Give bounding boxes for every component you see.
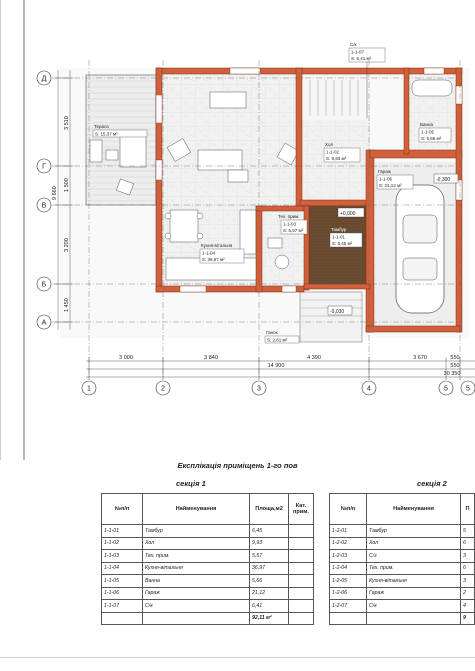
axis-4: 4 (367, 385, 371, 393)
cell-name: Кухня-вітальня (367, 575, 461, 588)
cell-num: 1-1-02 (102, 537, 143, 550)
room-hall-code: 1-1-02 (326, 149, 340, 155)
room-tech-area: S: 5,57 м² (283, 228, 304, 233)
axis-d: Д (41, 75, 47, 83)
cell-area: 21,12 (250, 587, 289, 600)
cell-num: 1-2-07 (330, 600, 367, 613)
cell-name: Тех. прим. (367, 562, 461, 575)
room-tambour-name: Тамбур (331, 227, 347, 232)
col-num: №п/п (102, 494, 143, 525)
cell-num: 1-1-05 (102, 575, 143, 588)
room-porch-name: Ганок (266, 330, 278, 335)
hdim-5: 550 (450, 355, 460, 361)
table-total-row (330, 612, 475, 625)
section1-label: секція 1 (176, 479, 206, 488)
axis-1: 1 (87, 385, 91, 393)
col-name: Найменування (367, 494, 461, 525)
level-porch: -0,030 (330, 309, 345, 315)
cell-name: Тех. прим. (143, 550, 250, 563)
axis-b: Б (41, 281, 47, 289)
room-wc-area: S: 6,41 м² (351, 56, 372, 61)
cell-num: 1-1-07 (102, 600, 143, 613)
col-category: Кат. прим. (289, 494, 314, 525)
axis-2: 2 (161, 385, 165, 393)
cell-area: 3 (460, 575, 474, 588)
table-row (102, 587, 314, 600)
room-kitchen-name: Кухня-вітальня (201, 243, 233, 248)
room-hall-area: S: 9,93 м² (326, 156, 347, 161)
cell-num: 1-1-01 (102, 525, 143, 538)
next-sheet-edge (0, 657, 475, 671)
cell-num: 1-1-04 (102, 562, 143, 575)
hdim-2: 3 840 (204, 355, 218, 361)
cell-area: 3 (460, 550, 474, 563)
cell-num: 1-2-03 (330, 550, 367, 563)
cell-category (289, 537, 314, 550)
cell-area: 5 (460, 525, 474, 538)
hdim-mid: 14 900 (267, 363, 285, 369)
cell-area: 6 (460, 562, 474, 575)
terrace (86, 75, 156, 205)
level-ground: -0,300 (436, 177, 451, 183)
table-row (330, 537, 475, 550)
vdim-2: 1 500 (64, 178, 70, 192)
cell-area: 6,45 (250, 525, 289, 538)
table-row (102, 525, 314, 538)
col-area: Площа,м2 (250, 494, 289, 525)
hdim-4: 3 670 (413, 355, 427, 361)
room-wc-name: С/к (350, 42, 357, 47)
cell-category (289, 562, 314, 575)
cell-area: 4 (460, 600, 474, 613)
table-row (102, 575, 314, 588)
axis-a: А (41, 319, 47, 327)
cell-category (289, 525, 314, 538)
table-row (330, 587, 475, 600)
cell-name: Гараж (143, 587, 250, 600)
cell-num: 1-1-03 (102, 550, 143, 563)
hdim-1: 3 000 (119, 355, 133, 361)
axis-bubbles-numbers (82, 381, 475, 395)
room-terrace-name: Тераса (94, 124, 109, 129)
cell-num: 1-2-01 (330, 525, 367, 538)
table-header-row (330, 494, 475, 525)
hdim-3: 4 390 (307, 355, 321, 361)
table-row (102, 550, 314, 563)
col-name: Найменування (143, 494, 250, 525)
cell-name: Тамбур (367, 525, 461, 538)
cell-area: 5,57 (250, 550, 289, 563)
cell-area: 6 (460, 537, 474, 550)
cell-name: С/к (367, 600, 461, 613)
explication-table-section2 (329, 493, 475, 625)
room-kitchen-area: S: 36,97 м² (202, 257, 225, 262)
room-tech-name: Тех. прим. (278, 214, 300, 219)
car (396, 185, 444, 313)
cell-area: 9,93 (250, 537, 289, 550)
table-row (102, 562, 314, 575)
cell-name: Хол (367, 537, 461, 550)
cell-area: 2 (460, 587, 474, 600)
cell-name: С/к (143, 600, 250, 613)
table-row (330, 575, 475, 588)
room-bath-area: S: 5,66 м² (421, 136, 442, 141)
cell-name: Гараж (367, 587, 461, 600)
table-row (330, 525, 475, 538)
table-row (102, 600, 314, 613)
room-bath-name: Ванна (420, 122, 433, 127)
table-row (102, 537, 314, 550)
axis-3: 3 (257, 385, 261, 393)
vdim-total: 9 660 (52, 186, 58, 200)
cell-num: 1-1-06 (102, 587, 143, 600)
explication-title: Експлікація приміщень 1-го пов (177, 461, 298, 470)
cell-area: 36,97 (250, 562, 289, 575)
axis-v: В (41, 202, 47, 210)
total-area: 9 (460, 612, 474, 625)
room-bath-code: 1-1-05 (421, 129, 435, 135)
hdim-mid-right: 550 (450, 363, 460, 369)
vdim-3: 3 200 (64, 238, 70, 252)
axis-bubbles-letters (37, 71, 51, 329)
table-row (330, 562, 475, 575)
cell-area: 6,41 (250, 600, 289, 613)
table-row (330, 550, 475, 563)
vdim-1: 3 510 (64, 116, 70, 130)
room-garage-area: S: 21,12 м² (379, 183, 402, 188)
cell-num: 1-2-04 (330, 562, 367, 575)
cell-name: Кухня-вітальня (143, 562, 250, 575)
room-kitchen-code: 1-1-04 (202, 250, 216, 256)
cell-category (289, 587, 314, 600)
col-num: №п/п (330, 494, 367, 525)
table-row (330, 600, 475, 613)
table-header-row (102, 494, 314, 525)
room-hall-name: Хол (325, 142, 333, 147)
cell-category (289, 575, 314, 588)
cell-name: Тамбур (143, 525, 250, 538)
vdim-4: 1 450 (64, 298, 70, 312)
table-total-row (102, 612, 314, 625)
room-terrace-area: S: 15,37 м² (95, 131, 118, 137)
room-tambour-code: 1-1-01 (332, 234, 346, 240)
room-garage-name: Гараж (378, 169, 391, 174)
cell-name: С/з (367, 550, 461, 563)
level-floor: +0,000 (340, 211, 356, 217)
cell-category (289, 550, 314, 563)
axis-5b: 5 (466, 385, 470, 393)
cell-name: Ванна (143, 575, 250, 588)
hdim-total: 30 350 (443, 371, 461, 377)
cell-name: Хол (143, 537, 250, 550)
room-tech-code: 1-1-03 (283, 221, 297, 227)
total-area: 92,11 м² (250, 612, 289, 625)
axis-g: Г (42, 163, 46, 171)
cell-num: 1-2-02 (330, 537, 367, 550)
col-area: П (460, 494, 474, 525)
room-wc-code: 1-1-07 (351, 49, 365, 55)
cell-num: 1-2-05 (330, 575, 367, 588)
room-tambour-area: S: 6,45 м² (332, 241, 353, 246)
cell-area: 5,66 (250, 575, 289, 588)
section2-label: секція 2 (417, 479, 447, 488)
room-porch-area: S: 2,61 м² (267, 337, 288, 343)
explication-table-section1 (101, 493, 314, 625)
cell-num: 1-2-06 (330, 587, 367, 600)
cell-category (289, 600, 314, 613)
room-garage-code: 1-1-06 (379, 176, 393, 182)
axis-5a: 5 (444, 385, 448, 393)
